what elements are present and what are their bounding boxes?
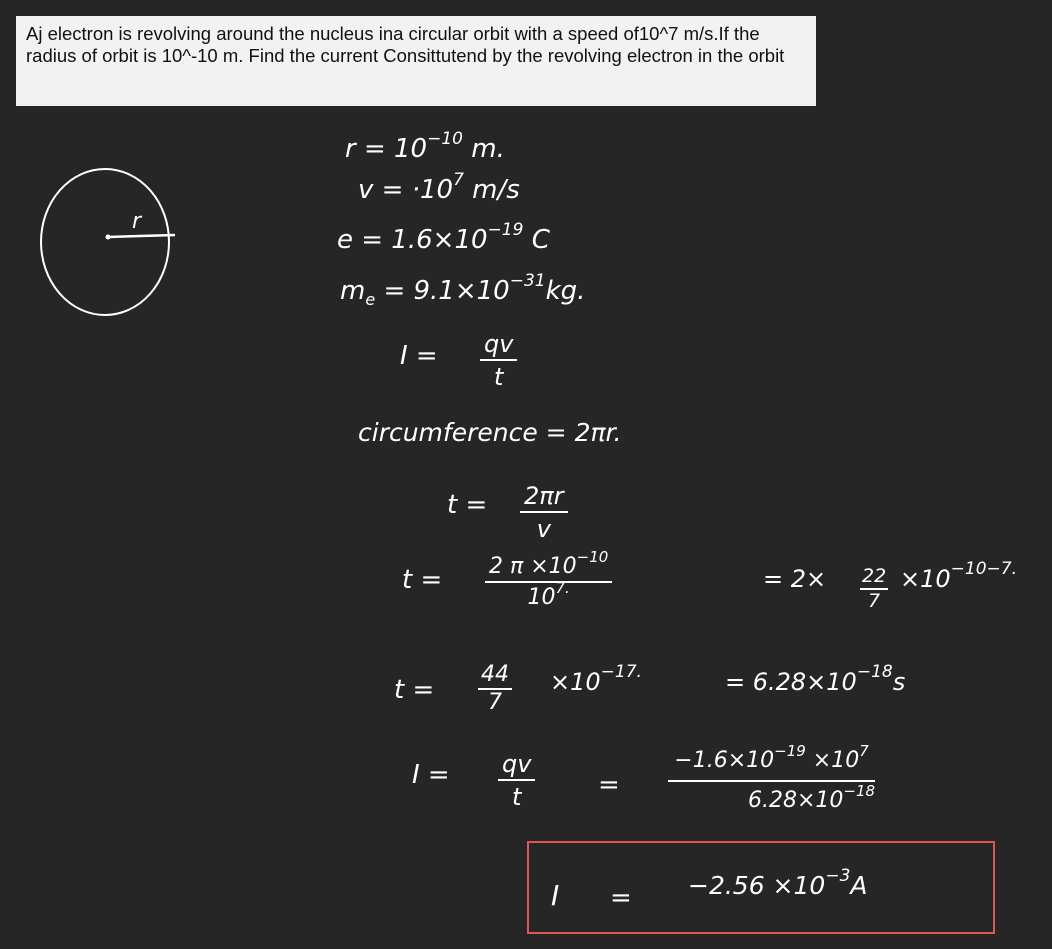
step5-big-numerator-base: −1.6×10 xyxy=(674,748,775,773)
step3-rhs-power xyxy=(900,559,1017,593)
step3-denominator-base: 10 xyxy=(527,585,556,610)
step1-denominator: t xyxy=(494,363,504,391)
orbit-circle xyxy=(41,169,169,315)
answer-value-base: −2.56 ×10 xyxy=(688,871,826,900)
step3-denominator xyxy=(485,579,612,610)
given-charge-unit: C xyxy=(531,225,550,255)
given-speed-exp: 7 xyxy=(453,170,464,190)
step5-lhs: I = xyxy=(412,760,450,790)
step5-big-numerator-exp: −19 xyxy=(774,742,806,760)
step5-big-denominator xyxy=(668,782,875,812)
question-box xyxy=(16,16,816,106)
step5-big-fraction xyxy=(668,742,876,813)
step3-numerator-base: 2 π ×10 xyxy=(489,554,577,579)
given-mass-symbol: m xyxy=(340,276,366,306)
given-radius-exp: −10 xyxy=(427,129,463,149)
given-speed-lhs: v = ·10 xyxy=(358,175,454,205)
given-radius xyxy=(345,129,505,164)
step5-big-numerator xyxy=(668,742,875,782)
orbit-diagram xyxy=(30,160,190,330)
answer-lhs: I xyxy=(551,879,560,912)
step4-numerator: 44 xyxy=(478,664,512,690)
step3-rhs xyxy=(763,567,826,591)
radius-line xyxy=(108,235,175,237)
given-speed-unit: m/s xyxy=(472,175,520,205)
step4-denominator: 7 xyxy=(488,690,502,715)
step4-rhs-exp: −18 xyxy=(856,662,893,682)
nucleus-dot xyxy=(106,235,111,240)
given-mass-lhs: = 9.1×10 xyxy=(383,276,510,306)
step2-numerator: 2πr xyxy=(520,484,568,513)
step3-numerator xyxy=(485,548,612,583)
question-text: Aj electron is revolving around the nucleus ina circular orbit with a speed of10^7 m/s.If the radius of orbit is 10^-10 m. Find the current Consittutend by the revolving electron in the orbit xyxy=(26,23,785,66)
step4-rhs-base: = 6.28×10 xyxy=(725,668,857,696)
step4-power-exp: −17. xyxy=(600,662,642,682)
step5-denominator: t xyxy=(512,783,522,811)
given-mass-exp: −31 xyxy=(509,271,546,291)
step3-rhs-fraction xyxy=(860,567,888,611)
step4-power-base: ×10 xyxy=(550,668,601,696)
step5-big-numerator-exp2: 7 xyxy=(859,742,869,760)
step4-fraction xyxy=(478,664,512,714)
answer-value-exp: −3 xyxy=(825,866,851,886)
step1-lhs: I = xyxy=(400,341,438,371)
answer-value xyxy=(688,866,868,900)
step5-numerator: qv xyxy=(498,752,535,781)
step5-equals: = xyxy=(598,770,620,800)
given-charge-exp: −19 xyxy=(487,220,524,240)
circumference-line: circumference = 2πr. xyxy=(358,418,622,447)
answer-equals: = xyxy=(610,883,632,913)
given-charge xyxy=(337,220,550,255)
step3-denominator-exp: 7. xyxy=(555,579,570,597)
step3-rhs-exp: −10−7. xyxy=(950,559,1017,579)
step2-lhs: t = xyxy=(447,490,488,520)
given-mass xyxy=(340,271,586,309)
given-radius-unit: m. xyxy=(471,134,505,164)
step2-fraction xyxy=(520,484,568,541)
step3-rhs-denominator: 7 xyxy=(868,590,881,612)
step5-big-denominator-base: 6.28×10 xyxy=(748,788,844,813)
step5-fraction xyxy=(498,752,535,809)
step3-rhs-numerator: 22 xyxy=(860,567,888,590)
step3-numerator-exp: −10 xyxy=(576,548,609,566)
given-mass-sub: e xyxy=(365,290,376,309)
given-radius-lhs: r = 10 xyxy=(345,134,428,164)
step4-rhs xyxy=(725,662,906,696)
step3-lhs: t = xyxy=(402,565,443,595)
step4-rhs-unit: s xyxy=(892,668,906,696)
given-mass-unit: kg. xyxy=(545,276,586,306)
step5-big-numerator-base2: ×10 xyxy=(812,748,860,773)
step2-denominator: v xyxy=(536,515,551,543)
step3-rhs-prefix: = 2× xyxy=(763,565,827,593)
step4-lhs: t = xyxy=(394,675,435,705)
step5-big-denominator-exp: −18 xyxy=(843,782,876,800)
step3-rhs-base: ×10 xyxy=(900,565,951,593)
radius-label: r xyxy=(132,209,142,234)
answer-value-unit: A xyxy=(850,871,868,900)
given-speed xyxy=(358,170,520,205)
step3-fraction xyxy=(485,548,612,610)
step1-fraction xyxy=(480,332,517,389)
step1-numerator: qv xyxy=(480,332,517,361)
given-charge-lhs: e = 1.6×10 xyxy=(337,225,488,255)
step4-power xyxy=(550,662,642,696)
